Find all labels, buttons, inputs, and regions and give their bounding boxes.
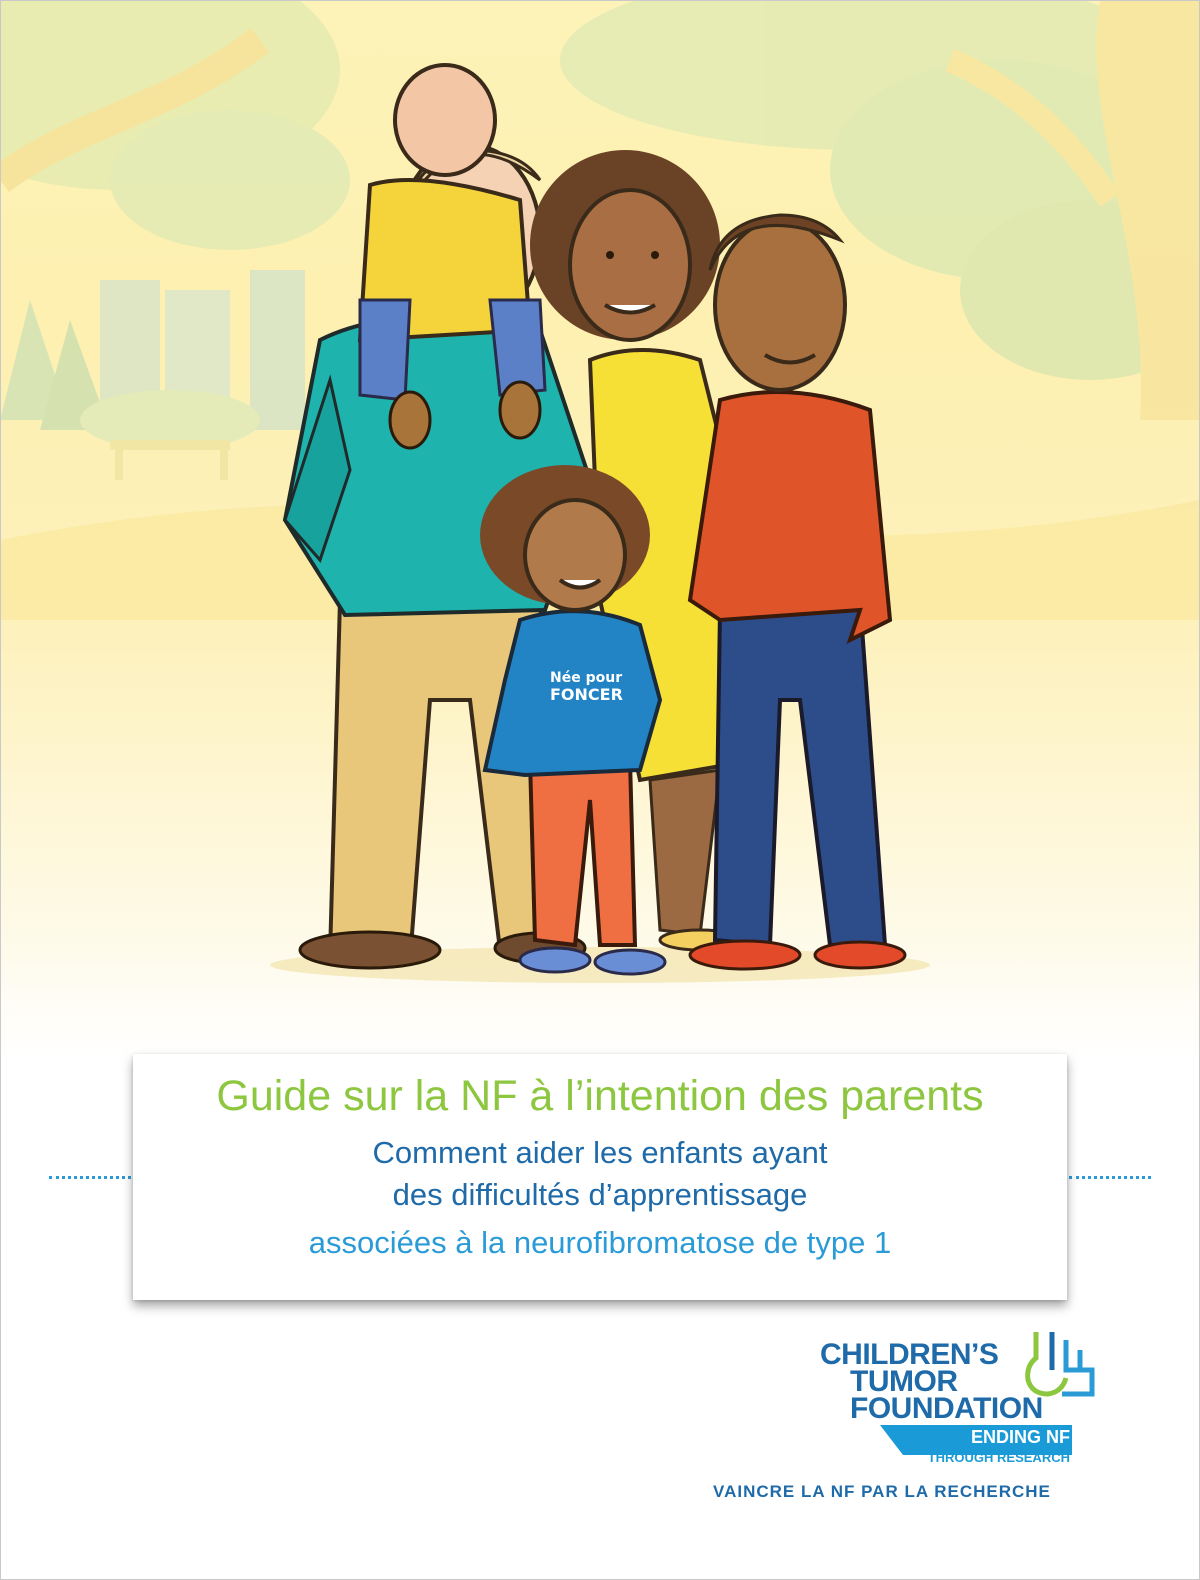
shirt-text-line1: Née pour [550,670,623,686]
logo-through-research: THROUGH RESEARCH [927,1450,1070,1465]
title-card [133,1054,1067,1300]
tagline: VAINCRE LA NF PAR LA RECHERCHE [713,1482,1051,1501]
guide-subtitle-line3: associées à la neurofibromatose de type 1 [308,1225,892,1260]
logo-ending-nf: ENDING NF [971,1427,1070,1447]
guide-title: Guide sur la NF à l’intention des parents [216,1072,984,1120]
logo-line-childrens: CHILDREN’S [820,1338,999,1371]
guide-subtitle-line1: Comment aider les enfants ayant [372,1135,828,1170]
logo-line-foundation: FOUNDATION [850,1392,1043,1425]
dotted-divider-left [49,1176,131,1179]
flask-logo-icon [1022,1330,1102,1400]
shirt-text-line2: FONCER [550,685,623,704]
boy-figure [690,215,905,969]
logo-line-tumor: TUMOR [850,1365,958,1398]
guide-subtitle-line2: des difficultés d’apprentissage [392,1177,808,1212]
ctf-logo [820,1330,1110,1490]
dotted-divider-right [1069,1176,1151,1179]
